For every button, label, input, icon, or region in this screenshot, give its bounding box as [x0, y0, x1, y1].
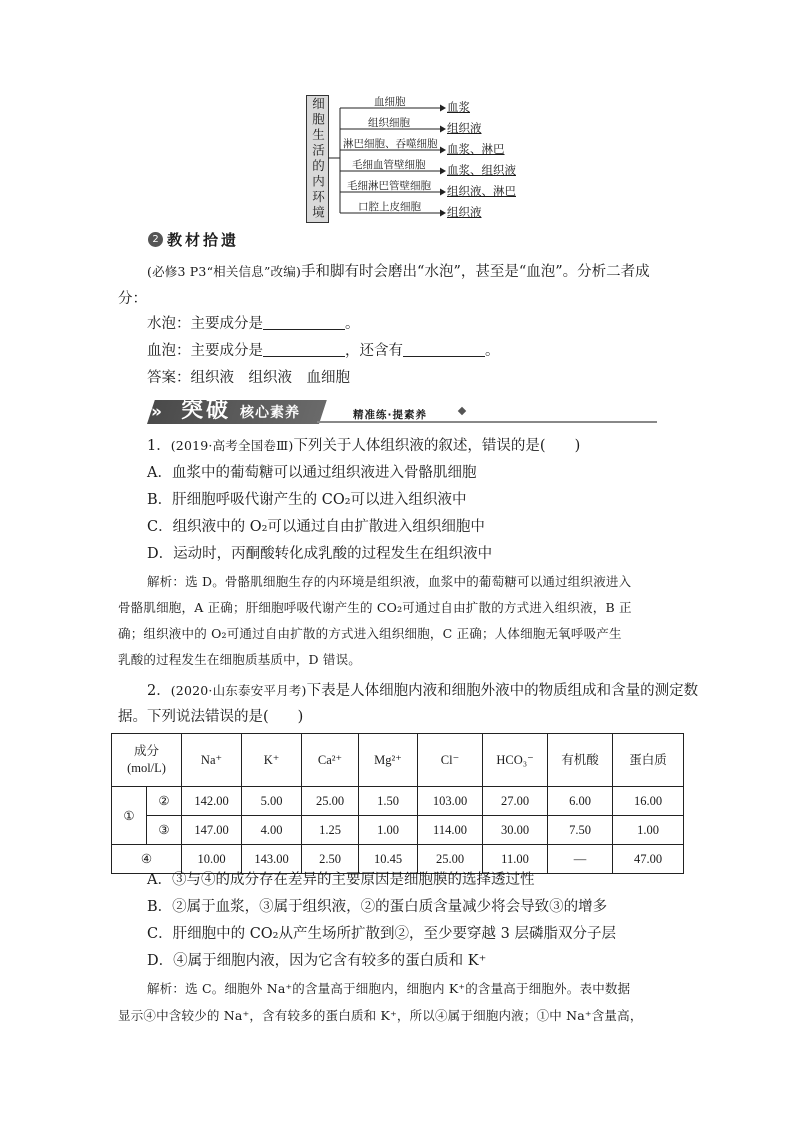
row-label: ③ — [147, 816, 182, 845]
table-cell: 6.00 — [548, 787, 613, 816]
diagram-box-label: 细胞生活的内环境 — [306, 95, 329, 223]
section2-question-line1 — [147, 262, 650, 282]
section2-question-line2: 分： — [118, 291, 147, 307]
diagram-env-2: 组织液 — [447, 121, 482, 135]
diagram-env-3: 血浆、淋巴 — [447, 142, 505, 156]
q1-explanation-line3: 确；组织液中的 O₂可通过自由扩散的方式进入组织细胞，C 正确；人体细胞无氧呼吸产生 — [118, 626, 622, 641]
diagram-env-1: 血浆 — [447, 100, 470, 114]
table-cell: 7.50 — [548, 816, 613, 845]
q1-option-b[interactable]: B．肝细胞呼吸代谢产生的 CO₂可以进入组织液中 — [147, 492, 467, 508]
diagram-cell-1: 血细胞 — [374, 96, 406, 108]
q2-number: 2． — [147, 683, 171, 699]
xuepao-line — [147, 341, 500, 361]
table-cell: 47.00 — [613, 845, 684, 874]
q2-option-d[interactable]: D．④属于细胞内液，因为它含有较多的蛋白质和 K⁺ — [147, 953, 487, 969]
diagram-env-4: 血浆、组织液 — [447, 163, 516, 177]
section-number-badge: 2 — [148, 232, 163, 247]
xuepao-mid: ，还含有 — [345, 343, 403, 359]
q1-source: (2019·高考全国卷Ⅲ) — [170, 438, 294, 453]
q1-number: 1． — [147, 438, 171, 454]
table-cell: 147.00 — [182, 816, 242, 845]
xuepao-label: 血泡：主要成分是 — [147, 343, 263, 359]
diagram-cell-3: 淋巴细胞、吞噬细胞 — [343, 138, 438, 150]
table-cell: 1.25 — [302, 816, 359, 845]
table-cell: — — [548, 845, 613, 874]
question-text: 手和脚有时会磨出“水泡”，甚至是“血泡”。分析二者成 — [301, 264, 650, 280]
header-label-1: 成分 — [134, 744, 160, 758]
diagram-env-6: 组织液 — [447, 205, 482, 219]
table-header-row — [112, 734, 684, 787]
q2-option-b[interactable]: B．②属于血浆，③属于组织液，②的蛋白质含量减少将会导致③的增多 — [147, 899, 608, 915]
table-cell: 25.00 — [302, 787, 359, 816]
q1-stem-text: 下列关于人体组织液的叙述，错误的是( ) — [293, 438, 581, 454]
section-title: 教材拾遗 — [167, 231, 240, 249]
xuepao-blank-1[interactable] — [263, 342, 345, 357]
q1-option-d[interactable]: D．运动时，丙酮酸转化成乳酸的过程发生在组织液中 — [147, 546, 493, 562]
col-organic-acid: 有机酸 — [548, 734, 613, 787]
shuipao-end: 。 — [345, 316, 360, 332]
col-ca: Ca²⁺ — [302, 734, 359, 787]
col-cl: Cl⁻ — [418, 734, 483, 787]
q2-stem-line2: 据。下列说法错误的是( ) — [118, 709, 304, 725]
q2-option-a[interactable]: A．③与④的成分存在差异的主要原因是细胞膜的选择透过性 — [147, 872, 535, 888]
xuepao-blank-2[interactable] — [403, 342, 485, 357]
table-row — [112, 787, 684, 816]
table-cell: 1.00 — [359, 816, 418, 845]
q2-explanation-line2: 显示④中含较少的 Na⁺，含有较多的蛋白质和 K⁺，所以④属于细胞内液；①中 Na⁺含量高， — [118, 1008, 643, 1023]
banner-subtitle: 精准练·提素养 — [353, 409, 427, 421]
table-cell: 10.00 — [182, 845, 242, 874]
col-mg: Mg²⁺ — [359, 734, 418, 787]
q1-explanation-line1: 解析：选 D。骨骼肌细胞生存的内环境是组织液，血浆中的葡萄糖可以通过组织液进入 — [147, 574, 632, 589]
q1-option-a[interactable]: A．血浆中的葡萄糖可以通过组织液进入骨骼肌细胞 — [147, 465, 477, 481]
table-header-label — [112, 734, 182, 787]
q1-explanation-line2: 骨骼肌细胞，A 正确；肝细胞呼吸代谢产生的 CO₂可通过自由扩散的方式进入组织液，B 正 — [118, 600, 632, 615]
col-protein: 蛋白质 — [613, 734, 684, 787]
group-label: ① — [112, 787, 147, 845]
table-cell: 30.00 — [483, 816, 548, 845]
table-cell: 1.50 — [359, 787, 418, 816]
diagram-cell-5: 毛细淋巴管壁细胞 — [347, 180, 431, 192]
diagram-cell-2: 组织细胞 — [368, 117, 410, 129]
table-cell: 5.00 — [242, 787, 302, 816]
composition-table — [111, 733, 684, 874]
table-cell: 10.45 — [359, 845, 418, 874]
table-cell: 142.00 — [182, 787, 242, 816]
double-chevron-icon: » — [151, 402, 162, 422]
table-cell: 27.00 — [483, 787, 548, 816]
table-cell: 114.00 — [418, 816, 483, 845]
diagram-cell-6: 口腔上皮细胞 — [358, 201, 421, 213]
q1-explanation-line4: 乳酸的过程发生在细胞质基质中，D 错误。 — [118, 652, 361, 667]
diamond-icon — [458, 407, 466, 415]
table-cell: 11.00 — [483, 845, 548, 874]
q2-stem-line1 — [147, 681, 698, 701]
table-cell: 16.00 — [613, 787, 684, 816]
shuipao-line — [147, 314, 360, 334]
shuipao-label: 水泡：主要成分是 — [147, 316, 263, 332]
table-row — [112, 816, 684, 845]
table-cell: 1.00 — [613, 816, 684, 845]
q2-source: (2020·山东泰安平月考) — [170, 683, 307, 698]
col-k: K⁺ — [242, 734, 302, 787]
row-label: ④ — [112, 845, 182, 874]
banner-title-small: 核心素养 — [240, 405, 300, 421]
banner-title-big: 突破 — [181, 398, 232, 423]
table-cell: 2.50 — [302, 845, 359, 874]
row-label: ② — [147, 787, 182, 816]
col-hco3: HCO₃⁻ — [483, 734, 548, 787]
table-cell: 143.00 — [242, 845, 302, 874]
header-label-2: (mol/L) — [127, 761, 166, 775]
q2-explanation-line1: 解析：选 C。细胞外 Na⁺的含量高于细胞内，细胞内 K⁺的含量高于细胞外。表中数据 — [147, 981, 631, 996]
q2-stem-text: 下表是人体细胞内液和细胞外液中的物质组成和含量的测定数 — [306, 683, 699, 699]
shuipao-blank[interactable] — [263, 315, 345, 330]
xuepao-end: 。 — [485, 343, 500, 359]
col-na: Na⁺ — [182, 734, 242, 787]
table-cell: 4.00 — [242, 816, 302, 845]
section2-answer: 答案：组织液 组织液 血细胞 — [147, 370, 350, 386]
table-cell: 25.00 — [418, 845, 483, 874]
core-literacy-banner — [147, 396, 665, 428]
q1-option-c[interactable]: C．组织液中的 O₂可以通过自由扩散进入组织细胞中 — [147, 519, 485, 535]
q1-stem — [147, 436, 580, 456]
diagram-cell-4: 毛细血管壁细胞 — [352, 159, 426, 171]
source-note: (必修3 P3“相关信息”改编) — [147, 264, 302, 279]
q2-option-c[interactable]: C．肝细胞中的 CO₂从产生场所扩散到②，至少要穿越 3 层磷脂双分子层 — [147, 926, 616, 942]
diagram-env-5: 组织液、淋巴 — [447, 184, 516, 198]
table-cell: 103.00 — [418, 787, 483, 816]
